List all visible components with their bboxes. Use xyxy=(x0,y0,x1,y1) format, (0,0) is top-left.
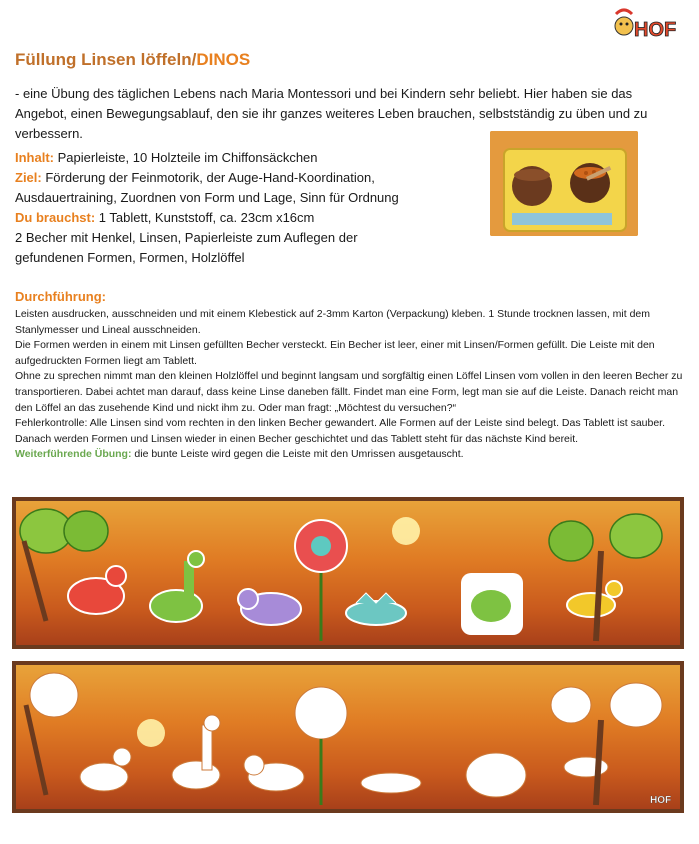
dinosaur-icon xyxy=(567,581,622,617)
paragraph: Leisten ausdrucken, ausschneiden und mit einem Klebestick auf 2-3mm Karton (Verpackung) kleben. 1 Stunde trocknen lassen, mit dem Stanlymesser und Lineal ausschneiden. xyxy=(15,308,651,336)
ziel-line: Ziel: Förderung der Feinmotorik, der Auge-Hand-Koordination, xyxy=(15,170,375,185)
logo xyxy=(612,4,686,44)
durchfuehrung-heading: Durchführung: xyxy=(15,289,106,304)
tray-photo xyxy=(490,131,638,236)
sun-icon xyxy=(392,517,420,545)
dinosaur-icon xyxy=(466,753,526,797)
dinosaur-icon xyxy=(361,773,421,793)
weiter-line: Weiterführende Übung: die bunte Leiste wird gegen die Leiste mit den Umrissen ausgetauscht. xyxy=(15,448,464,461)
durchfuehrung-text xyxy=(15,307,685,463)
intro-text: - eine Übung des täglichen Lebens nach Maria Montessori und bei Kindern sehr beliebt. Hier haben sie das Angebot, einen Bewegungsablauf, den sie ihr ganzes weiteres Leben brauchen, selbstständig zu üben und zu verbessern. xyxy=(15,86,648,141)
monstera-leaf-icon xyxy=(30,673,78,717)
monstera-leaf-icon xyxy=(549,514,662,561)
dinosaur-icon xyxy=(172,761,220,789)
dinosaur-icon xyxy=(238,589,301,625)
outline-dino-strip xyxy=(12,661,684,813)
inhalt-line: Inhalt: Papierleiste, 10 Holzteile im Chiffonsäckchen xyxy=(15,150,318,165)
dinosaur-icon xyxy=(244,755,264,775)
dinosaur-icon xyxy=(113,748,131,766)
page-title: Füllung Linsen löffeln/DINOS xyxy=(15,50,251,69)
tree-icon xyxy=(596,551,601,641)
monstera-leaf-icon xyxy=(610,683,662,727)
paragraph: Danach werden Formen und Linsen wieder in einen Becher geschichtet und das Tablett steht für das nächste Kind bereit. xyxy=(15,432,579,445)
du-brauchst-line-3: gefundenen Formen, Formen, Holzlöffel xyxy=(15,250,245,265)
dinosaur-icon xyxy=(68,566,126,614)
tree-icon xyxy=(596,720,601,805)
paragraph: Ohne zu sprechen nimmt man den kleinen Holzlöffel und beginnt langsam und sorgfältig einen Löffel Linsen vom vollen in den leeren Becher zu transportieren. Dabei achtet man darauf, dass keine Linse daneben fällt. Findet man eine Form, legt man sie auf die Leiste. Danach reicht man den Löffel an das zusehende Kind und nickt ihm zu. Oder man fragt: „Möchtest du versuchen?“ xyxy=(15,370,683,414)
monstera-leaf-icon xyxy=(551,687,591,723)
dinosaur-icon xyxy=(346,593,406,625)
tree-icon xyxy=(26,705,46,795)
du-brauchst-line-2: 2 Becher mit Henkel, Linsen, Papierleiste zum Auflegen der xyxy=(15,230,358,245)
dinosaur-icon xyxy=(202,725,212,770)
ziel-line-2: Ausdauertraining, Zuordnen von Form und Lage, Sinn für Ordnung xyxy=(15,190,399,205)
svg-text:HOF: HOF xyxy=(634,19,677,41)
dinosaur-icon xyxy=(461,573,523,635)
du-brauchst-line: Du brauchst: 1 Tablett, Kunststoff, ca. 23cm x16cm xyxy=(15,210,315,225)
monstera-leaf-icon xyxy=(20,509,108,553)
flower-icon xyxy=(295,520,347,641)
paragraph: Die Formen werden in einem mit Linsen gefüllten Becher versteckt. Ein Becher ist leer, einer mit Linsen/Formen gefüllt. Die Leiste mit den aufgedruckten Formen liegt am Tablett. xyxy=(15,339,655,367)
dinosaur-icon xyxy=(204,715,220,731)
logo-icon xyxy=(612,4,686,44)
colored-dino-strip xyxy=(12,497,684,649)
flower-icon xyxy=(295,687,347,739)
paragraph: Fehlerkontrolle: Alle Linsen sind vom rechten in den linken Becher gewandert. Alle Formen auf der Leiste sind belegt. Das Tablett ist sauber. xyxy=(15,417,666,430)
corner-mark: HOF xyxy=(650,795,672,806)
dinosaur-icon xyxy=(150,551,204,622)
dinosaur-icon xyxy=(80,763,128,791)
sun-icon xyxy=(137,719,165,747)
